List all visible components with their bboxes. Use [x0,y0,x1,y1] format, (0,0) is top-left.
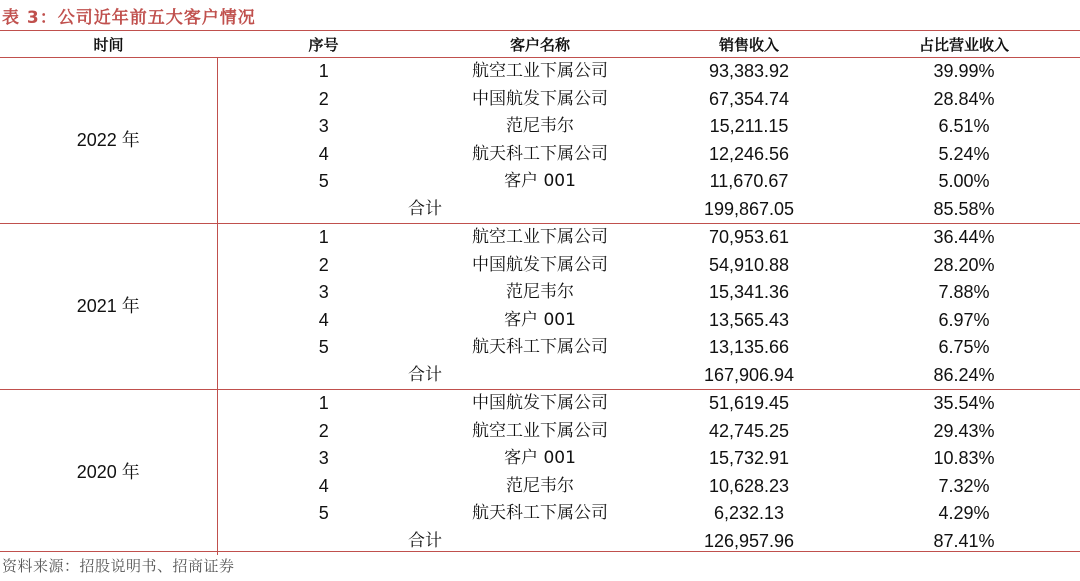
year-cell: 2022 年 [0,58,217,224]
header-customer: 客户名称 [430,31,650,58]
total-revenue: 199,867.05 [650,196,848,224]
revenue-cell: 54,910.88 [708,254,790,275]
source-note: 资料来源：招股说明书、招商证券 [2,557,235,575]
customer-cell: 航天科工下属公司 [472,143,608,164]
customer-cell: 范尼韦尔 [506,475,574,496]
total-share: 85.58% [848,196,1080,224]
total-label: 合计 [408,530,442,551]
share-cell: 6.97% [938,309,990,330]
year-group-2021 [0,224,1080,390]
customer-cell: 范尼韦尔 [506,282,574,303]
customer-cell: 航天科工下属公司 [472,337,608,358]
revenue-cell: 15,211.15 [709,116,789,137]
year-group-2020 [0,390,1080,556]
index-cell: 4 [217,473,430,501]
share-cell: 28.20% [933,254,995,275]
index-cell: 4 [217,141,430,169]
customer-cell: 中国航发下属公司 [472,88,608,109]
share-cell: 10.83% [933,448,995,469]
total-label: 合计 [408,364,442,385]
index-cell: 2 [217,86,430,114]
customer-cell: 航空工业下属公司 [472,420,608,441]
revenue-cell: 15,341.36 [708,282,790,303]
share-cell: 29.43% [933,420,995,441]
index-cell: 3 [217,113,430,141]
table-row [0,224,1080,252]
table-title: 表 3：公司近年前五大客户情况 [2,8,256,28]
revenue-cell: 51,619.45 [708,393,790,414]
revenue-cell: 6,232.13 [713,503,785,524]
header-row [0,31,1080,58]
bottom-rule [0,551,1080,552]
customer-cell: 航天科工下属公司 [472,503,608,524]
share-cell: 4.29% [938,503,990,524]
revenue-cell: 67,354.74 [708,88,790,109]
revenue-cell: 11,670.67 [709,171,789,192]
share-cell: 36.44% [933,227,995,248]
share-cell: 28.84% [933,88,995,109]
total-revenue: 167,906.94 [650,362,848,390]
customer-cell: 航空工业下属公司 [472,61,608,82]
total-share: 87.41% [933,530,995,551]
index-cell: 2 [217,252,430,280]
index-cell: 1 [217,224,430,252]
customer-cell: 中国航发下属公司 [472,393,608,414]
revenue-cell: 70,953.61 [708,227,790,248]
revenue-cell: 13,565.43 [708,309,790,330]
total-spacer [217,196,430,224]
index-cell: 4 [217,307,430,335]
revenue-cell: 13,135.66 [708,337,790,358]
customer-cell: 中国航发下属公司 [472,254,608,275]
share-cell: 6.75% [938,337,990,358]
revenue-cell: 93,383.92 [708,61,790,82]
customer-cell: 客户 001 [504,309,576,330]
customer-cell: 航空工业下属公司 [472,227,608,248]
total-spacer [217,362,430,390]
header-share: 占比营业收入 [848,31,1080,58]
share-cell: 7.32% [938,475,990,496]
share-cell: 5.00% [938,171,990,192]
index-cell: 1 [217,58,430,86]
revenue-cell: 42,745.25 [708,420,790,441]
share-cell: 35.54% [933,393,995,414]
total-share: 86.24% [848,362,1080,390]
share-cell: 39.99% [933,61,995,82]
total-label: 合计 [408,198,442,219]
customer-cell: 客户 001 [504,448,576,469]
index-cell: 3 [217,279,430,307]
table-row [0,58,1080,86]
customer-cell: 范尼韦尔 [506,116,574,137]
total-revenue: 126,957.96 [703,530,795,551]
header-time: 时间 [0,31,217,58]
share-cell: 6.51% [938,116,990,137]
index-cell: 2 [217,418,430,446]
revenue-cell: 15,732.91 [708,448,790,469]
index-cell: 5 [217,334,430,362]
header-revenue: 销售收入 [650,31,848,58]
year-cell: 2021 年 [0,224,217,390]
year-cell: 2020 年 [76,462,140,482]
index-cell: 5 [217,500,430,528]
year-group-2022 [0,58,1080,224]
index-cell: 1 [217,390,430,418]
share-cell: 7.88% [938,282,990,303]
index-cell: 5 [217,168,430,196]
table-row [0,390,1080,418]
header-index: 序号 [217,31,430,58]
revenue-cell: 12,246.56 [708,143,790,164]
total-label-cell [408,362,650,390]
customer-cell: 客户 001 [504,171,576,192]
customer-table [0,31,1080,555]
index-cell: 3 [217,445,430,473]
revenue-cell: 10,628.23 [708,475,790,496]
share-cell: 5.24% [938,143,990,164]
total-label-cell [408,196,650,224]
